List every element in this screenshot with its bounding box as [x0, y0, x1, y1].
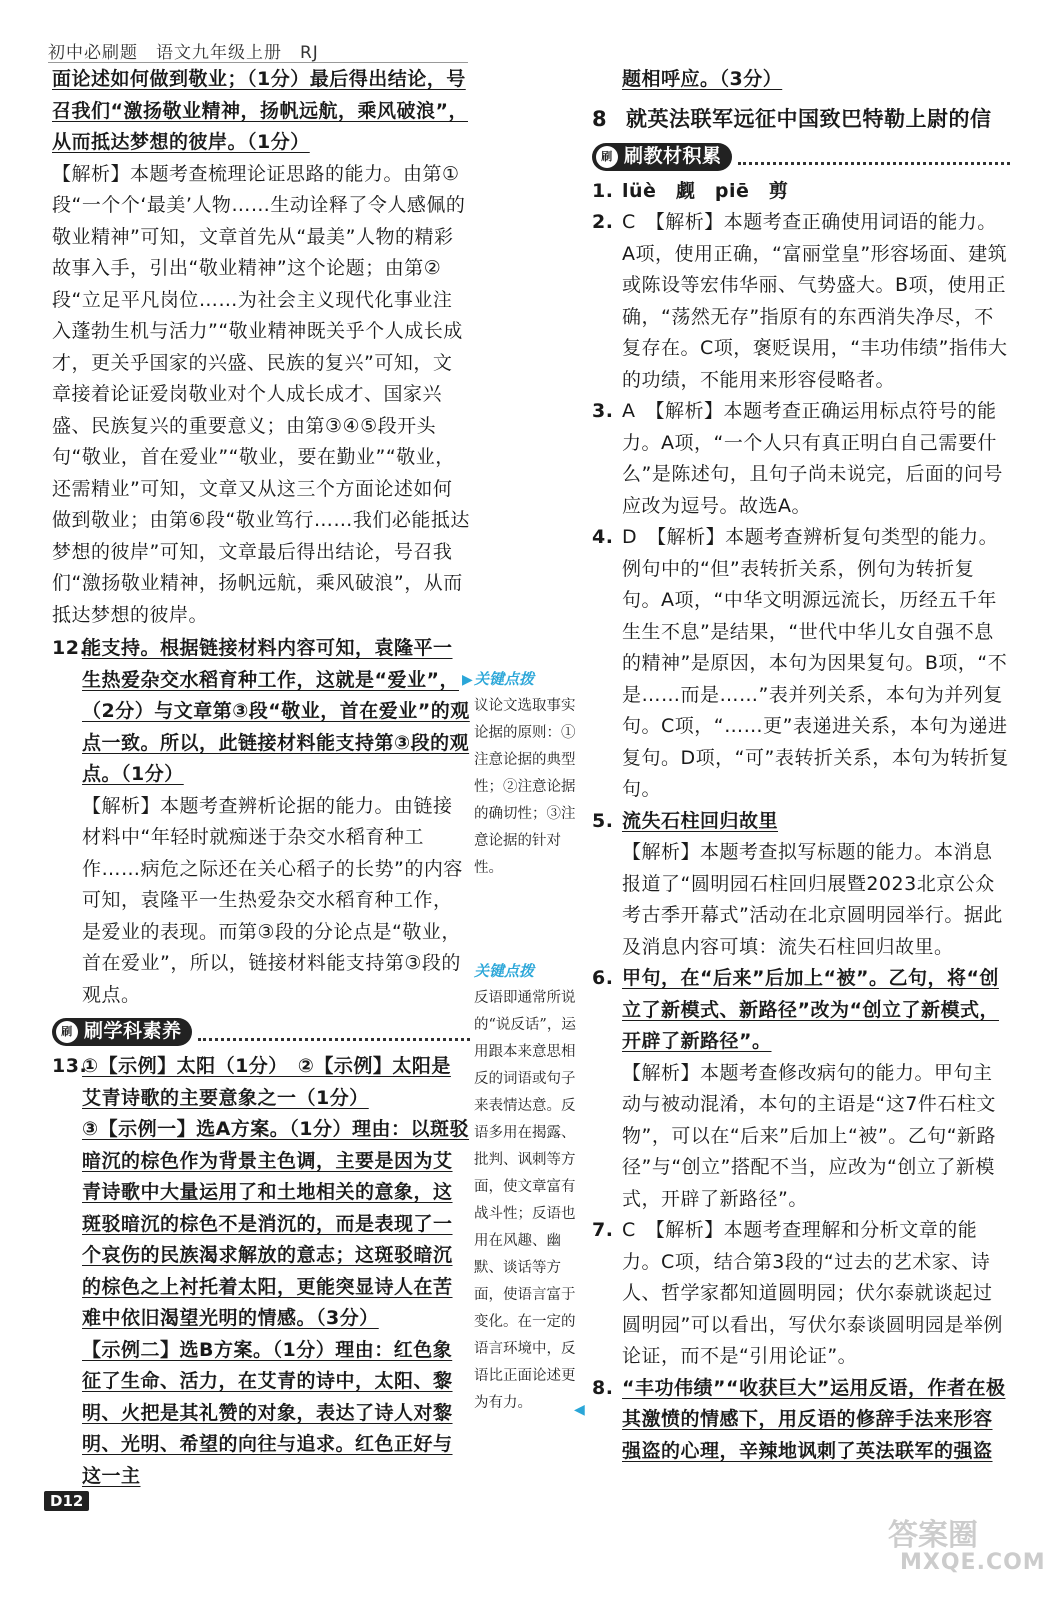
analysis-12: 【解析】本题考查辨析论据的能力。由链接材料中“年轻时就痴迷于杂交水稻育种工作……病危之际还在关心稻子的长势”的内容可知，袁隆平一生热爱杂交水稻育种工作，是爱业的表现。而第③段的分论点是“敬业，首在爱业”，所以，链接材料能支持第③段的观点。 — [82, 794, 463, 1006]
left-column — [52, 64, 470, 1492]
question-number: 2. — [592, 211, 614, 233]
lesson-number: 8 — [592, 106, 608, 131]
question-6 — [592, 963, 1010, 1058]
side-note-text: 议论文选取事实论据的原则：①注意论据的典型性；②注意论据的确切性；③注意论据的针对性。 — [474, 698, 576, 876]
answer-13-part1: ①【示例】太阳（1分） ②【示例】太阳是艾青诗歌的主要意象之一（1分） — [82, 1055, 451, 1109]
answer-6: 甲句，在“后来”后加上“被”。乙句，将“创立了新模式、新路径”改为“创立了新模式，开辟了新路径”。 — [622, 967, 999, 1052]
answer-continuation: 面论述如何做到敬业；（1分）最后得出结论，号召我们“激扬敬业精神，扬帆远航，乘风破浪”，从而抵达梦想的彼岸。（1分） — [52, 68, 468, 153]
answer-1: lüè 觑 piē 剪 — [622, 179, 789, 202]
question-3 — [592, 396, 1010, 522]
lesson-title — [592, 102, 1010, 136]
side-note-title: 关键点拨 — [474, 670, 535, 688]
question-5 — [592, 806, 1010, 838]
banner-badge — [52, 1018, 192, 1046]
banner-label: 刷教材积累 — [624, 144, 722, 167]
section-banner-literacy — [52, 1015, 470, 1049]
right-column — [592, 64, 1010, 1467]
answer-7: C 【解析】本题考查理解和分析文章的能力。C项，结合第3段的“过去的艺术家、诗人、哲学家都知道圆明园；伏尔泰就谈起过圆明园”可以看出，写伏尔泰谈圆明园是举例论证，而不是“引用论证”。 — [622, 1219, 1003, 1367]
lesson-name: 就英法联军远征中国致巴特勒上尉的信 — [626, 106, 992, 131]
answer-3: A 【解析】本题考查正确运用标点符号的能力。A项，“一个人只有真正明白自己需要什么”是陈述句，且句子尚未说完，后面的问号应改为逗号。故选A。 — [622, 400, 1003, 517]
side-note-2 — [474, 958, 582, 1417]
side-note-text: 反语即通常所说的“说反话”，运用跟本来意思相反的词语或句子来表情达意。反语多用在揭露、批判、讽刺等方面，使文章富有战斗性；反语也用在风趣、幽默、谈话等方面，使语言富于变化。在一定的语言环境中，反语比正面论述更为有力。 — [474, 990, 576, 1411]
question-8 — [592, 1373, 1010, 1468]
answer-5: 流失石柱回归故里 — [622, 809, 779, 832]
watermark-logo: 答案圈 — [888, 1518, 978, 1553]
question-number: 5. — [592, 809, 614, 832]
brush-icon: 刷 — [56, 1021, 78, 1043]
answer-2: C 【解析】本题考查正确使用词语的能力。A项，使用正确，“富丽堂皇”形容场面、建筑或陈设等宏伟华丽、气势盛大。B项，使用正确，“荡然无存”指原有的东西消失净尽，不复存在。C项，褒贬误用，“丰功伟绩”指伟大的功绩，不能用来形容侵略者。 — [622, 211, 1008, 391]
answer-13-example2: 【示例二】选B方案。（1分）理由：红色象征了生命、活力，在艾青的诗中，太阳、黎明、火把是其礼赞的对象，表达了诗人对黎明、光明、希望的向往与追求。红色正好与这一主 — [82, 1338, 453, 1487]
question-12 — [52, 633, 470, 791]
question-7 — [592, 1215, 1010, 1373]
answer-12: 能支持。根据链接材料内容可知，袁隆平一生热爱杂交水稻育种工作，这就是“爱业”，（2分）与文章第③段“敬业，首在爱业”的观点一致。所以，此链接材料能支持第③段的观点。（1分） — [82, 637, 470, 785]
watermark-url: MXQE.COM — [900, 1550, 1046, 1575]
page-number: D12 — [44, 1491, 89, 1511]
question-number: 6. — [592, 967, 614, 989]
question-2 — [592, 207, 1010, 396]
question-number: 4. — [592, 526, 614, 548]
dotted-rule — [738, 148, 1010, 165]
question-number: 12. — [52, 637, 88, 659]
question-13 — [52, 1051, 470, 1114]
answer-8: “丰功伟绩”“收获巨大”运用反语，作者在极其激愤的情感下，用反语的修辞手法来形容强盗的心理，辛辣地讽刺了英法联军的强盗 — [622, 1376, 1006, 1462]
answer-continuation: 题相呼应。（3分） — [622, 68, 783, 90]
answer-4: D 【解析】本题考查辨析复句类型的能力。例句中的“但”表转折关系，例句为转折复句。A项，“中华文明源远流长，历经五千年生生不息”是结果，“世代中华儿女自强不息的精神”是原因，本句为因果复句。B项，“不是……而是……”表并列关系，本句为并列复句。C项，“……更”表递进关系，本句为递进复句。D项，“可”表转折关系，本句为转折复句。 — [622, 526, 1009, 800]
dotted-rule — [198, 1024, 470, 1041]
header-rule — [48, 62, 468, 63]
question-4 — [592, 522, 1010, 806]
side-note-1 — [474, 666, 582, 882]
arrow-icon: ◀ — [574, 1402, 585, 1418]
banner-badge — [592, 143, 732, 171]
brush-icon: 刷 — [596, 146, 618, 168]
arrow-icon: ▶ — [462, 672, 473, 688]
question-number: 8. — [592, 1376, 614, 1399]
answer-13-example1: ③【示例一】选A方案。（1分）理由：以斑驳暗沉的棕色作为背景主色调，主要是因为艾青诗歌中大量运用了和土地相关的意象，这斑驳暗沉的棕色不是消沉的，而是表现了一个哀伤的民族渴求解放的意志；这斑驳暗沉的棕色之上衬托着太阳，更能突显诗人在苦难中依旧渴望光明的情感。（3分） — [82, 1118, 470, 1329]
question-number: 3. — [592, 400, 614, 422]
running-header: 初中必刷题 语文九年级上册 RJ — [48, 43, 319, 63]
analysis-5: 【解析】本题考查拟写标题的能力。本消息报道了“圆明园石柱回归展暨2023北京公众考古季开幕式”活动在北京圆明园举行。据此及消息内容可填：流失石柱回归故里。 — [622, 841, 1003, 958]
question-number: 13. — [52, 1055, 88, 1077]
section-banner-textbook — [592, 140, 1010, 174]
analysis-6: 【解析】本题考查修改病句的能力。甲句主动与被动混淆，本句的主语是“这7件石柱文物”，可以在“后来”后加上“被”。乙句“新路径”与“创立”搭配不当，应改为“创立了新模式，开辟了新路径”。 — [622, 1061, 997, 1210]
side-note-title: 关键点拨 — [474, 962, 535, 980]
analysis-11: 【解析】本题考查梳理论证思路的能力。由第①段“一个个‘最美’人物……生动诠释了令人感佩的敬业精神”可知，文章首先从“最美”人物的精彩故事入手，引出“敬业精神”这个论题；由第②段“立足平凡岗位……为社会主义现代化事业注入蓬勃生机与活力”“敬业精神既关乎个人成长成才，更关乎国家的兴盛、民族的复兴”可知，文章接着论证爱岗敬业对个人成长成才、国家兴盛、民族复兴的重要意义；由第③④⑤段开头句“敬业，首在爱业”“敬业，要在勤业”“敬业，还需精业”可知，文章又从这三个方面论述如何做到敬业；由第⑥段“敬业笃行……我们必能抵达梦想的彼岸”可知，文章最后得出结论，号召我们“激扬敬业精神，扬帆远航，乘风破浪”，从而抵达梦想的彼岸。 — [52, 162, 470, 626]
question-number: 7. — [592, 1219, 614, 1241]
question-number: 1. — [592, 179, 614, 202]
question-1 — [592, 176, 1010, 208]
banner-label: 刷学科素养 — [84, 1020, 182, 1043]
